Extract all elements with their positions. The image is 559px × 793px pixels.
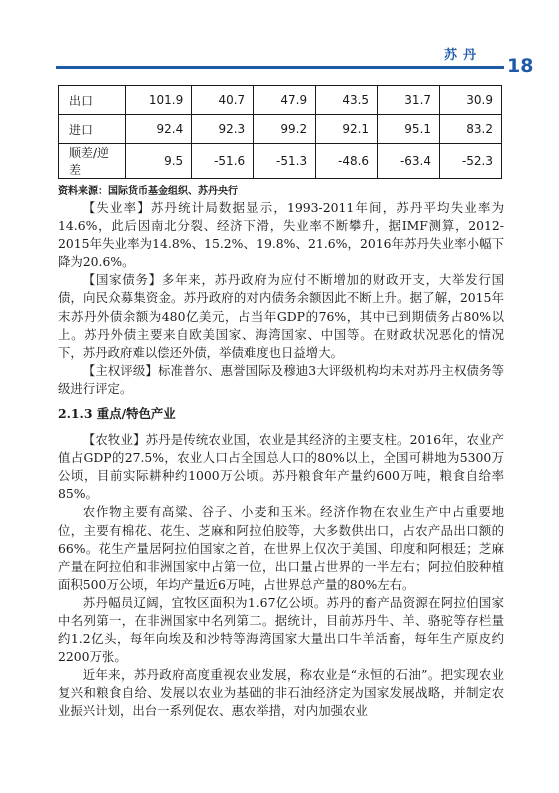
table-cell: -52.3 — [440, 144, 502, 179]
row-label: 出口 — [59, 86, 126, 115]
header-rule — [56, 66, 504, 69]
trade-table — [58, 85, 502, 179]
table-cell: 47.9 — [254, 86, 316, 115]
table-cell: 9.5 — [126, 144, 192, 179]
table-cell: 40.7 — [192, 86, 254, 115]
table-cell: 95.1 — [378, 115, 440, 144]
table-cell: 92.3 — [192, 115, 254, 144]
section-heading: 2.1.3 重点/特色产业 — [58, 406, 176, 422]
page-number: 18 — [507, 55, 534, 77]
table-cell: -51.6 — [192, 144, 254, 179]
table-cell: 101.9 — [126, 86, 192, 115]
table-cell: 31.7 — [378, 86, 440, 115]
table-cell: 83.2 — [440, 115, 502, 144]
table-cell: 92.4 — [126, 115, 192, 144]
row-label: 顺差/逆差 — [59, 144, 126, 179]
table-row — [59, 144, 502, 179]
running-header-title: 苏丹 — [444, 48, 483, 63]
table-cell: -51.3 — [254, 144, 316, 179]
table-source-note: 资料来源：国际货币基金组织、苏丹央行 — [58, 186, 238, 197]
table-row — [59, 115, 502, 144]
table-cell: 43.5 — [316, 86, 378, 115]
table-cell: 92.1 — [316, 115, 378, 144]
body-text — [58, 199, 504, 721]
table-cell: 30.9 — [440, 86, 502, 115]
table-row — [59, 86, 502, 115]
paragraph-unemployment: 【失业率】苏丹统计局数据显示，1993-2011年间，苏丹平均失业率为14.6%，此后因南北分裂、经济下滑，失业率不断攀升，据IMF测算，2012-2015年失业率为14.8%、15.2%、19.8%、21.6%，2016年苏丹失业率小幅下降为20.6%。 — [58, 200, 504, 270]
paragraph-policy: 近年来，苏丹政府高度重视农业发展，称农业是“永恒的石油”。把实现农业复兴和粮食自给、发展以农业为基础的非石油经济定为国家发展战略，并制定农业振兴计划，出台一系列促农、惠农举措，对内加强农业 — [58, 667, 504, 719]
paragraph-agriculture: 【农牧业】苏丹是传统农业国，农业是其经济的主要支柱。2016年，农业产值占GDP的27.5%，农业人口占全国总人口的80%以上，全国可耕地为5300万公顷，目前实际耕种约1000万公顷。苏丹粮食年产量约600万吨，粮食自给率85%。 — [58, 432, 504, 502]
paragraph-crops: 农作物主要有高粱、谷子、小麦和玉米。经济作物在农业生产中占重要地位，主要有棉花、花生、芝麻和阿拉伯胶等，大多数供出口，占农产品出口额的66%。花生产量居阿拉伯国家之首，在世界上仅次于美国、印度和阿根廷；芝麻产量在阿拉伯和非洲国家中占第一位，出口量占世界的一半左右；阿拉伯胶种植面积500万公顷，年均产量近6万吨，占世界总产量的80%左右。 — [58, 504, 504, 592]
table-cell: 99.2 — [254, 115, 316, 144]
paragraph-livestock: 苏丹幅员辽阔，宜牧区面积为1.67亿公顷。苏丹的畜产品资源在阿拉伯国家中名列第一，在非洲国家中名列第二。据统计，目前苏丹牛、羊、骆驼等存栏量约1.2亿头，每年向埃及和沙特等海湾国家大量出口牛羊活畜，每年生产原皮约2200万张。 — [58, 594, 504, 665]
paragraph-sovereign-rating: 【主权评级】标准普尔、惠誉国际及穆迪3大评级机构均未对苏丹主权债务等级进行评定。 — [58, 362, 504, 396]
paragraph-national-debt: 【国家债务】多年来，苏丹政府为应付不断增加的财政开支，大举发行国债，向民众募集资金。苏丹政府的对内债务余额因此不断上升。据了解，2015年末苏丹外债余额为480亿美元，占当年GDP的76%，其中已到期债务占80%以上。苏丹外债主要来自欧美国家、海湾国家、中国等。在财政状况恶化的情况下，苏丹政府难以偿还外债，举债难度也日益增大。 — [58, 272, 504, 360]
row-label: 进口 — [59, 115, 126, 144]
table-cell: -48.6 — [316, 144, 378, 179]
table-cell: -63.4 — [378, 144, 440, 179]
